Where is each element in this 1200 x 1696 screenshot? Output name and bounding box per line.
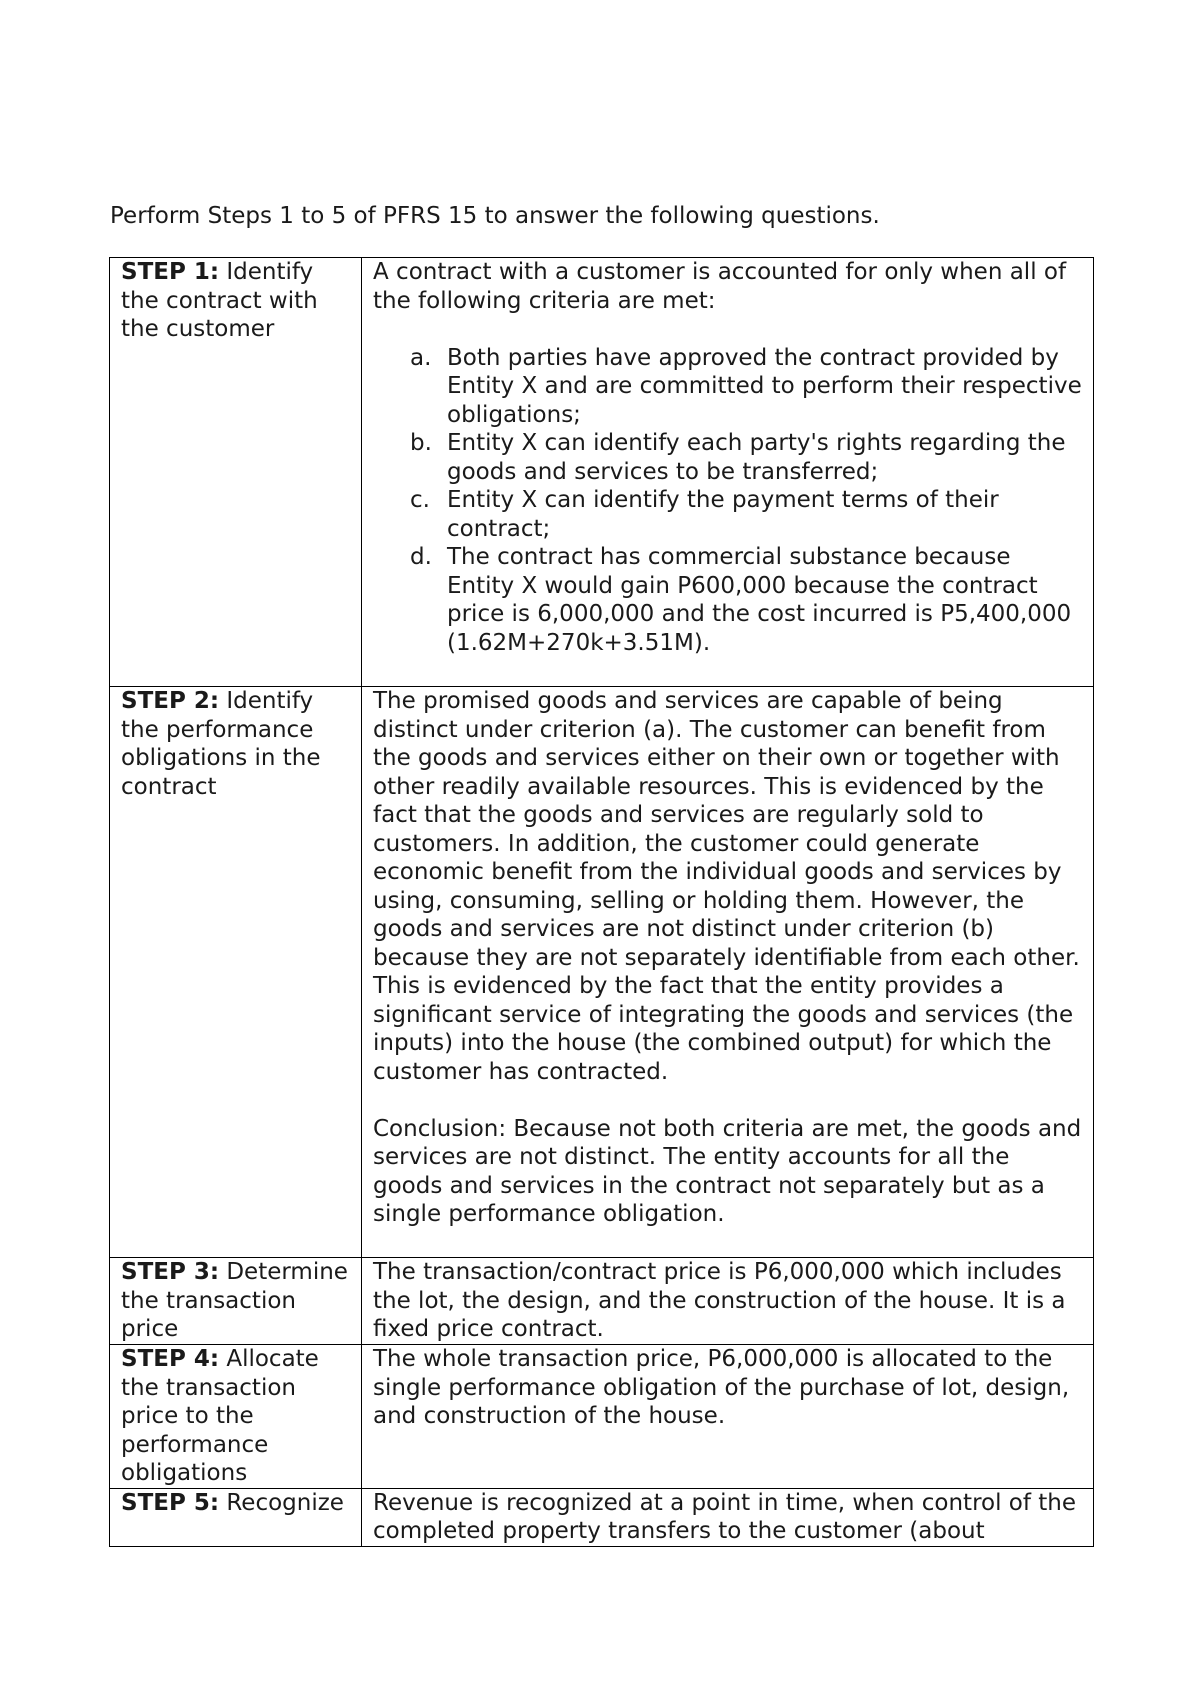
step-5-title: Recognize <box>219 1489 344 1516</box>
criterion-c-text: Entity X can identify the payment terms of their contract; <box>447 487 999 542</box>
criterion-c <box>373 486 1083 543</box>
criterion-b-text: Entity X can identify each party's rights regarding the goods and services to be transferred; <box>447 430 1066 485</box>
criterion-d-text: The contract has commercial substance because Entity X would gain P600,000 because the contract price is 6,000,000 and the cost incurred is P5,400,000 (1.62M+270k+3.51M). <box>447 544 1072 656</box>
step-5-row <box>110 1488 1094 1546</box>
step-3-title: Determine the transaction price <box>121 1259 348 1342</box>
step-2-analysis-text: The promised goods and services are capable of being distinct under criterion (a). The customer can benefit from the goods and services either on their own or together with other readily available resources. This is evidenced by the fact that the goods and services are regularly sold to customers. In addition, the customer could generate economic benefit from the individual goods and services by using, consuming, selling or holding them. However, the goods and services are not distinct under criterion (b) because they are not separately identifiable from each other. This is evidenced by the fact that the entity provides a significant service of integrating the goods and services (the inputs) into the house (the combined output) for which the customer has contracted. <box>373 688 1080 1085</box>
step-2-title: Identify the performance obligations in the contract <box>121 688 321 800</box>
step-1-heading-cell <box>110 258 362 687</box>
step-4-content-cell <box>362 1345 1094 1489</box>
instruction-text: Perform Steps 1 to 5 of PFRS 15 to answer the following questions. <box>110 203 880 229</box>
step-5-label: STEP 5: <box>121 1489 220 1516</box>
step-2-heading-cell <box>110 687 362 1258</box>
criterion-a-text: Both parties have approved the contract provided by Entity X and are committed to perform their respective obligations; <box>447 344 1082 428</box>
pfrs15-steps-table <box>109 257 1094 1547</box>
step-1-label: STEP 1: <box>121 259 220 285</box>
step-3-heading-cell <box>110 1258 362 1345</box>
step-4-heading-cell <box>110 1345 362 1489</box>
step-4-title: Allocate the transaction price to the performance obligations <box>121 1346 319 1486</box>
criterion-b-marker: b. <box>410 430 432 456</box>
step-5-content-cell <box>362 1488 1094 1546</box>
step-3-row <box>110 1258 1094 1345</box>
criterion-d-marker: d. <box>410 544 432 570</box>
criteria-list <box>373 344 1083 658</box>
step-3-label: STEP 3: <box>121 1259 220 1285</box>
step-4-label: STEP 4: <box>121 1346 220 1372</box>
step-2-content-cell <box>362 687 1094 1258</box>
step-4-row <box>110 1345 1094 1489</box>
step-1-row <box>110 258 1094 687</box>
step-2-label: STEP 2: <box>121 688 220 714</box>
criterion-d <box>373 543 1083 657</box>
step-3-content-cell <box>362 1258 1094 1345</box>
step-1-content-cell <box>362 258 1094 687</box>
criterion-b <box>373 429 1083 486</box>
step-1-title: Identify the contract with the customer <box>121 259 318 342</box>
step-3-text: The transaction/contract price is P6,000,000 which includes the lot, the design, and the construction of the house. It is a fixed price contract. <box>373 1259 1066 1342</box>
step-2-row <box>110 687 1094 1258</box>
criterion-c-marker: c. <box>410 487 430 513</box>
paragraph-spacer <box>373 1086 1083 1115</box>
step-5-text: Revenue is recognized at a point in time, when control of the completed property transfers to the customer (about <box>373 1489 1077 1544</box>
criterion-a <box>373 344 1083 430</box>
step-2-conclusion-text: Conclusion: Because not both criteria are met, the goods and services are not distinct. The entity accounts for all the goods and services in the contract not separately but as a single performance obligation. <box>373 1115 1082 1227</box>
step-5-heading-cell <box>110 1488 362 1546</box>
step-1-lead-text: A contract with a customer is accounted for only when all of the following criteria are met: <box>373 259 1067 314</box>
criterion-a-marker: a. <box>410 344 432 371</box>
step-4-text: The whole transaction price, P6,000,000 is allocated to the single performance obligation of the purchase of lot, design, and construction of the house. <box>373 1346 1070 1429</box>
